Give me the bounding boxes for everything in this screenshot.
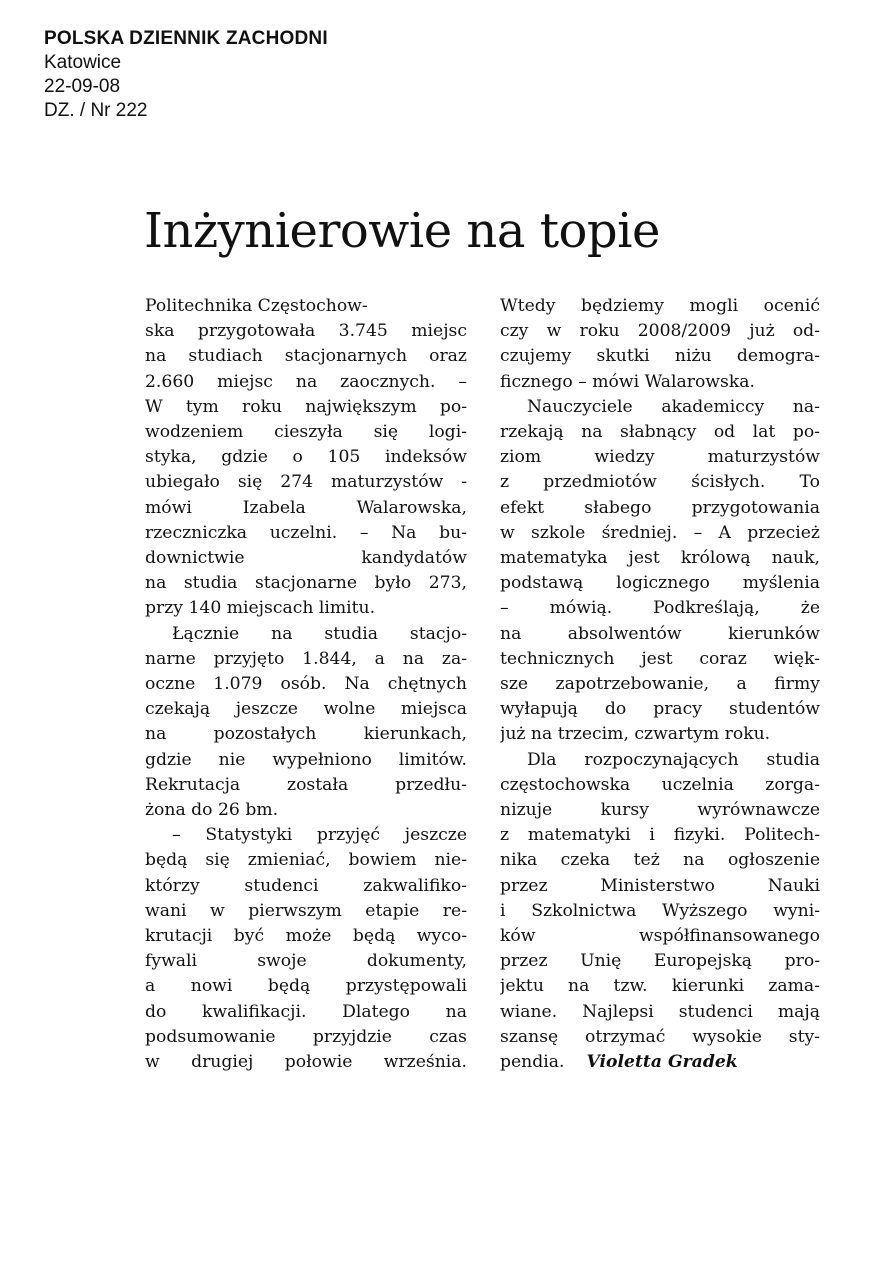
text-line: czekają jeszcze wolne miejsca — [145, 699, 467, 720]
text-line: ficznego – mówi Walarowska. — [500, 371, 755, 392]
text-line: sze zapotrzebowanie, a firmy — [500, 674, 820, 695]
text-line: rzeczniczka uczelni. – Na bu- — [145, 522, 467, 543]
text-line: z matematyki i fizyki. Politech- — [500, 825, 820, 846]
publication-issue: DZ. / Nr 222 — [44, 100, 148, 121]
text-line: podstawą logicznego myślenia — [500, 573, 820, 594]
author-signature: Violetta Gradek — [586, 1052, 738, 1073]
text-line: z przedmiotów ścisłych. To — [500, 472, 820, 493]
text-line: downictwie kandydatów — [145, 548, 467, 569]
paragraph — [500, 395, 820, 748]
text-line: gdzie nie wypełniono limitów. — [145, 749, 467, 770]
text-line: ziom wiedzy maturzystów — [500, 447, 820, 468]
text-line: Dla rozpoczynających studia — [527, 749, 820, 770]
text-line: przez Ministerstwo Nauki — [500, 875, 820, 896]
publication-date: 22-09-08 — [44, 76, 121, 97]
text-line: ska przygotowała 3.745 miejsc — [145, 321, 467, 342]
publication-name: POLSKA DZIENNIK ZACHODNI — [44, 28, 328, 49]
text-line: już na trzecim, czwartym roku. — [500, 724, 771, 745]
text-line: wani w pierwszym etapie re- — [145, 900, 467, 921]
text-line: do kwalifikacji. Dlatego na — [145, 1001, 467, 1022]
text-line: krutacji być może będą wyco- — [145, 926, 467, 947]
text-line: Wtedy będziemy mogli ocenić — [500, 296, 820, 316]
text-line: 2.660 miejsc na zaocznych. – — [145, 371, 467, 392]
text-line: W tym roku największym po- — [145, 396, 467, 417]
text-line: pendia. — [500, 1052, 565, 1073]
text-line: czujemy skutki niżu demogra- — [500, 346, 820, 367]
text-line: podsumowanie przyjdzie czas — [145, 1026, 467, 1047]
text-line: na studiach stacjonarnych oraz — [145, 346, 467, 367]
text-line: styka, gdzie o 105 indeksów — [145, 447, 467, 468]
text-line: rzekają na słabnący od lat po- — [500, 422, 820, 443]
text-line: jektu na tzw. kierunki zama- — [500, 976, 820, 997]
source-header — [44, 27, 328, 123]
text-line: na studia stacjonarne było 273, — [145, 573, 467, 594]
text-line: – Statystyki przyjęć jeszcze — [172, 825, 467, 846]
text-line: Nauczyciele akademiccy na- — [527, 396, 820, 417]
text-line: mówi Izabela Walarowska, — [145, 497, 467, 518]
article-headline: Inżynierowie na topie — [144, 203, 660, 259]
text-line: wodzeniem cieszyła się logi- — [145, 422, 467, 443]
text-line: i Szkolnictwa Wyższego wyni- — [500, 900, 820, 921]
text-line: będą się zmieniać, bowiem nie- — [145, 850, 467, 871]
text-line: fywali swoje dokumenty, — [145, 951, 467, 972]
paragraph — [500, 294, 820, 395]
paragraph — [500, 748, 820, 1076]
paragraph — [145, 294, 467, 622]
text-line: nizuje kursy wyrównawcze — [500, 800, 820, 821]
text-line: Rekrutacja została przedłu- — [145, 774, 467, 795]
text-line: narne przyjęto 1.844, a na za- — [145, 648, 467, 669]
text-line: którzy studenci zakwalifiko- — [145, 875, 467, 896]
text-line: matematyka jest królową nauk, — [500, 548, 820, 569]
text-line: w drugiej połowie września. — [145, 1052, 467, 1073]
text-line: na absolwentów kierunków — [500, 623, 820, 644]
text-line: przez Unię Europejską pro- — [500, 951, 820, 972]
text-line: Politechnika Częstochow- — [145, 296, 368, 316]
text-line: oczne 1.079 osób. Na chętnych — [145, 674, 467, 695]
publication-city: Katowice — [44, 52, 122, 73]
text-line: szansę otrzymać wysokie sty- — [500, 1026, 820, 1047]
text-line: na pozostałych kierunkach, — [145, 724, 467, 745]
text-line: żona do 26 bm. — [145, 800, 279, 821]
text-line: wyłapują do pracy studentów — [500, 699, 820, 720]
text-line: – mówią. Podkreślają, że — [500, 598, 820, 619]
text-line: przy 140 miejscach limitu. — [145, 598, 376, 619]
paragraph — [145, 622, 467, 824]
text-line: nika czeka też na ogłoszenie — [500, 850, 820, 871]
text-line: w szkole średniej. – A przecież — [500, 522, 820, 543]
text-line: czy w roku 2008/2009 już od- — [500, 321, 820, 342]
article-column-left — [145, 294, 467, 1075]
paragraph — [145, 823, 467, 1075]
text-line: Łącznie na studia stacjo- — [172, 623, 467, 644]
text-line-final — [500, 1050, 820, 1075]
text-line: ków współfinansowanego — [500, 926, 820, 947]
article-column-right — [500, 294, 820, 1075]
text-line: efekt słabego przygotowania — [500, 497, 820, 518]
text-line: a nowi będą przystępowali — [145, 976, 467, 997]
text-line: wiane. Najlepsi studenci mają — [500, 1001, 820, 1022]
text-line: ubiegało się 274 maturzystów - — [145, 472, 467, 493]
text-line: częstochowska uczelnia zorga- — [500, 774, 820, 795]
text-line: technicznych jest coraz więk- — [500, 648, 820, 669]
